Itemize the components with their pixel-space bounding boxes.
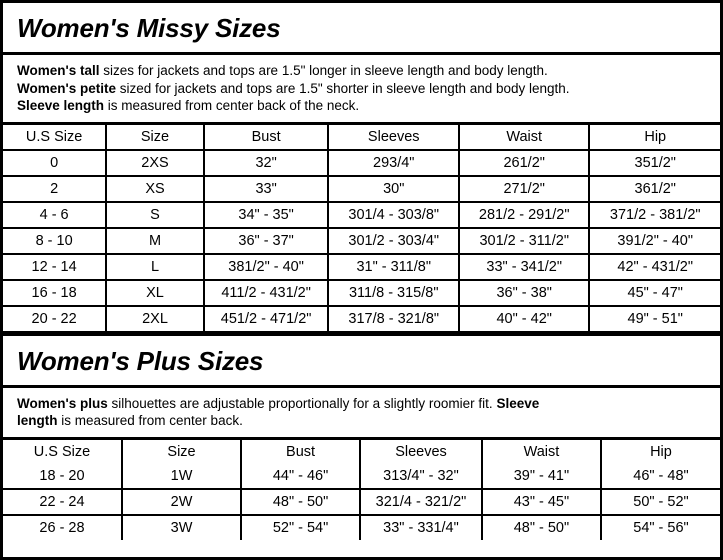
table-cell: 321/4 - 321/2" — [360, 489, 482, 515]
table-cell: 2XS — [106, 150, 204, 176]
plus-col-header: Bust — [241, 440, 360, 464]
missy-table-body — [3, 150, 720, 332]
table-row — [3, 176, 720, 202]
missy-section-title: Women's Missy Sizes — [17, 13, 281, 43]
note-text: silhouettes are adjustable proportionally for a slightly roomier fit. — [107, 395, 497, 411]
table-cell: 1W — [122, 464, 241, 489]
missy-col-header: Hip — [589, 125, 720, 150]
note-line — [17, 97, 706, 115]
plus-note — [3, 388, 720, 437]
note-line — [17, 62, 706, 80]
table-cell: L — [106, 254, 204, 280]
table-cell: 301/2 - 303/4" — [328, 228, 458, 254]
table-row — [3, 515, 720, 540]
table-cell: 8 - 10 — [3, 228, 106, 254]
missy-col-header: U.S Size — [3, 125, 106, 150]
table-cell: S — [106, 202, 204, 228]
table-cell: 20 - 22 — [3, 306, 106, 332]
table-cell: 371/2 - 381/2" — [589, 202, 720, 228]
table-cell: 2W — [122, 489, 241, 515]
note-line — [17, 395, 706, 413]
table-cell: 2 — [3, 176, 106, 202]
table-row — [3, 254, 720, 280]
note-text: sized for jackets and tops are 1.5" shorter in sleeve length and body length. — [115, 80, 570, 96]
note-text: is measured from center back. — [57, 413, 243, 428]
plus-col-header: U.S Size — [3, 440, 122, 464]
table-cell: 54" - 56" — [601, 515, 720, 540]
table-cell: 49" - 51" — [589, 306, 720, 332]
table-cell: 40" - 42" — [459, 306, 589, 332]
note-text: sizes for jackets and tops are 1.5" longer in sleeve length and body length. — [99, 63, 548, 78]
table-cell: XL — [106, 280, 204, 306]
table-row — [3, 306, 720, 332]
table-cell: 317/8 - 321/8" — [328, 306, 458, 332]
table-cell: 22 - 24 — [3, 489, 122, 515]
missy-col-header: Bust — [204, 125, 329, 150]
table-cell: 271/2" — [459, 176, 589, 202]
table-cell: 43" - 45" — [482, 489, 601, 515]
note-line — [17, 412, 706, 430]
table-cell: 32" — [204, 150, 329, 176]
table-row — [3, 202, 720, 228]
plus-col-header: Hip — [650, 443, 672, 460]
table-row — [3, 489, 720, 515]
table-cell: 3W — [122, 515, 241, 540]
note-emphasis: Women's plus — [17, 395, 108, 411]
plus-table-body — [3, 464, 720, 540]
table-cell: XS — [106, 176, 204, 202]
plus-table-header-row — [3, 440, 720, 464]
missy-table-header-row — [3, 125, 720, 150]
table-cell: 26 - 28 — [3, 515, 122, 540]
table-cell: 381/2" - 40" — [204, 254, 329, 280]
plus-section-title: Women's Plus Sizes — [17, 345, 264, 376]
table-row — [3, 280, 720, 306]
plus-col-header: Waist — [482, 440, 601, 464]
missy-note — [3, 55, 720, 122]
note-emphasis: Sleeve — [496, 395, 540, 411]
table-row — [3, 150, 720, 176]
table-cell: 33" - 341/2" — [459, 254, 589, 280]
table-cell: 36" - 37" — [204, 228, 329, 254]
table-cell: 281/2 - 291/2" — [459, 202, 589, 228]
missy-col-header: Sleeves — [328, 125, 458, 150]
missy-size-table — [3, 125, 720, 333]
table-cell: 34" - 35" — [204, 202, 329, 228]
table-cell: 50" - 52" — [601, 489, 720, 515]
table-cell: 351/2" — [589, 150, 720, 176]
note-emphasis: length — [17, 413, 58, 428]
plus-size-table — [3, 440, 720, 540]
table-cell: 12 - 14 — [3, 254, 106, 280]
table-cell: M — [106, 228, 204, 254]
table-cell: 52" - 54" — [241, 515, 360, 540]
missy-col-header: Waist — [459, 125, 589, 150]
table-cell: 301/4 - 303/8" — [328, 202, 458, 228]
plus-section — [3, 336, 720, 540]
table-cell: 361/2" — [589, 176, 720, 202]
table-cell: 33" — [204, 176, 329, 202]
table-cell: 2XL — [106, 306, 204, 332]
table-row — [3, 228, 720, 254]
table-cell: 313/4" - 32" — [360, 464, 482, 489]
missy-section — [3, 3, 720, 333]
table-cell: 4 - 6 — [3, 202, 106, 228]
note-emphasis: Sleeve length — [17, 98, 105, 113]
table-cell: 48" - 50" — [482, 515, 601, 540]
table-cell: 30" — [328, 176, 458, 202]
note-line — [17, 80, 706, 98]
table-cell: 451/2 - 471/2" — [204, 306, 329, 332]
table-cell: 44" - 46" — [241, 464, 360, 489]
table-cell: 45" - 47" — [589, 280, 720, 306]
table-cell: 31" - 311/8" — [328, 254, 458, 280]
plus-col-header: Sleeves — [360, 440, 482, 464]
plus-col-header: Size — [122, 440, 241, 464]
table-cell: 18 - 20 — [3, 464, 122, 489]
note-text: is measured from center back of the neck. — [104, 98, 360, 113]
table-cell: 261/2" — [459, 150, 589, 176]
table-cell: 16 - 18 — [3, 280, 106, 306]
table-cell: 42" - 431/2" — [589, 254, 720, 280]
note-emphasis: Women's tall — [17, 63, 100, 78]
table-cell: 391/2" - 40" — [589, 228, 720, 254]
table-cell: 301/2 - 311/2" — [459, 228, 589, 254]
table-cell: 39" - 41" — [482, 464, 601, 489]
table-row — [3, 464, 720, 489]
table-cell: 293/4" — [328, 150, 458, 176]
table-cell: 311/8 - 315/8" — [328, 280, 458, 306]
missy-col-header: Size — [106, 125, 204, 150]
table-cell: 33" - 331/4" — [360, 515, 482, 540]
table-cell: 46" - 48" — [601, 464, 720, 489]
table-cell: 48" - 50" — [241, 489, 360, 515]
table-cell: 36" - 38" — [459, 280, 589, 306]
table-cell: 0 — [3, 150, 106, 176]
table-cell: 411/2 - 431/2" — [204, 280, 329, 306]
note-emphasis: Women's petite — [17, 80, 116, 96]
